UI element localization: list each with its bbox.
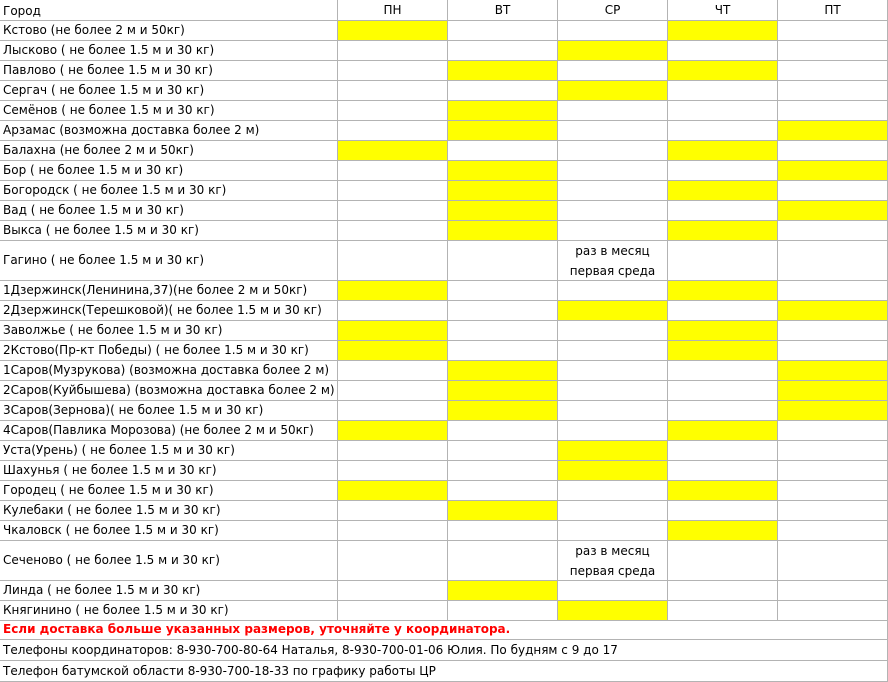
city-cell: 2Дзержинск(Терешковой)( не более 1.5 м и 30 кг) (0, 301, 338, 321)
table-row (0, 121, 888, 141)
day-cell-wed (558, 61, 668, 81)
day-cell-mon (338, 501, 448, 521)
day-cell-wed (558, 321, 668, 341)
city-cell: 1Дзержинск(Ленинина,37)(не более 2 м и 50кг) (0, 281, 338, 301)
day-cell-fri (778, 161, 888, 181)
city-cell: Гагино ( не более 1.5 м и 30 кг) (0, 241, 338, 281)
day-cell-wed (558, 181, 668, 201)
day-cell-wed (558, 81, 668, 101)
city-cell: 4Саров(Павлика Морозова) (не более 2 м и 50кг) (0, 421, 338, 441)
day-cell-thu (668, 61, 778, 81)
city-cell: Сеченово ( не более 1.5 м и 30 кг) (0, 541, 338, 581)
day-cell-wed (558, 161, 668, 181)
day-cell-fri (778, 221, 888, 241)
header-wed: СР (558, 0, 668, 21)
day-cell-wed (558, 21, 668, 41)
day-cell-tue (448, 301, 558, 321)
city-cell: Уста(Урень) ( не более 1.5 м и 30 кг) (0, 441, 338, 461)
table-row (0, 201, 888, 221)
day-cell-wed (558, 381, 668, 401)
day-cell-wed (558, 361, 668, 381)
table-row (0, 281, 888, 301)
day-cell-wed (558, 301, 668, 321)
day-cell-tue (448, 421, 558, 441)
day-cell-wed (558, 281, 668, 301)
day-cell-mon (338, 341, 448, 361)
city-cell: Шахунья ( не более 1.5 м и 30 кг) (0, 461, 338, 481)
day-cell-tue (448, 41, 558, 61)
day-cell-thu (668, 501, 778, 521)
day-cell-wed (558, 141, 668, 161)
day-cell-mon (338, 301, 448, 321)
city-cell: Семёнов ( не более 1.5 м и 30 кг) (0, 101, 338, 121)
footer-warning-row (0, 620, 888, 640)
day-cell-tue (448, 241, 558, 281)
day-cell-thu (668, 401, 778, 421)
header-mon: ПН (338, 0, 448, 21)
day-cell-tue (448, 141, 558, 161)
day-cell-tue (448, 201, 558, 221)
table-row (0, 221, 888, 241)
day-cell-tue (448, 601, 558, 621)
schedule-note: раз в месяц первая среда (569, 243, 656, 278)
day-cell-tue (448, 381, 558, 401)
day-cell-tue (448, 181, 558, 201)
day-cell-thu (668, 81, 778, 101)
day-cell-thu (668, 381, 778, 401)
day-cell-wed (558, 241, 668, 281)
city-cell: Богородск ( не более 1.5 м и 30 кг) (0, 181, 338, 201)
day-cell-thu (668, 521, 778, 541)
day-cell-tue (448, 341, 558, 361)
day-cell-fri (778, 241, 888, 281)
day-cell-tue (448, 281, 558, 301)
table-row (0, 461, 888, 481)
day-cell-thu (668, 341, 778, 361)
day-cell-thu (668, 221, 778, 241)
city-cell: Княгинино ( не более 1.5 м и 30 кг) (0, 601, 338, 621)
city-cell: Чкаловск ( не более 1.5 м и 30 кг) (0, 521, 338, 541)
day-cell-thu (668, 481, 778, 501)
schedule-note: раз в месяц первая среда (569, 543, 656, 578)
day-cell-fri (778, 421, 888, 441)
day-cell-mon (338, 201, 448, 221)
table-row (0, 581, 888, 601)
city-cell: Лысково ( не более 1.5 м и 30 кг) (0, 41, 338, 61)
day-cell-wed (558, 221, 668, 241)
city-cell: Балахна (не более 2 м и 50кг) (0, 141, 338, 161)
table-row (0, 241, 888, 281)
day-cell-mon (338, 321, 448, 341)
table-row (0, 601, 888, 621)
day-cell-tue (448, 501, 558, 521)
day-cell-fri (778, 501, 888, 521)
day-cell-thu (668, 461, 778, 481)
day-cell-mon (338, 481, 448, 501)
day-cell-tue (448, 321, 558, 341)
day-cell-wed (558, 421, 668, 441)
day-cell-thu (668, 601, 778, 621)
day-cell-tue (448, 581, 558, 601)
day-cell-thu (668, 21, 778, 41)
day-cell-thu (668, 101, 778, 121)
day-cell-mon (338, 401, 448, 421)
day-cell-thu (668, 321, 778, 341)
day-cell-wed (558, 341, 668, 361)
day-cell-wed (558, 41, 668, 61)
city-cell: Городец ( не более 1.5 м и 30 кг) (0, 481, 338, 501)
day-cell-wed (558, 401, 668, 421)
day-cell-tue (448, 481, 558, 501)
city-cell: 2Кстово(Пр-кт Победы) ( не более 1.5 м и 30 кг) (0, 341, 338, 361)
city-cell: Кстово (не более 2 м и 50кг) (0, 21, 338, 41)
day-cell-wed (558, 601, 668, 621)
day-cell-thu (668, 201, 778, 221)
day-cell-mon (338, 21, 448, 41)
table-row (0, 101, 888, 121)
day-cell-fri (778, 321, 888, 341)
day-cell-fri (778, 61, 888, 81)
table-row (0, 441, 888, 461)
day-cell-mon (338, 181, 448, 201)
day-cell-mon (338, 61, 448, 81)
day-cell-fri (778, 361, 888, 381)
day-cell-wed (558, 501, 668, 521)
day-cell-tue (448, 361, 558, 381)
day-cell-thu (668, 581, 778, 601)
day-cell-mon (338, 161, 448, 181)
day-cell-mon (338, 221, 448, 241)
city-cell: Линда ( не более 1.5 м и 30 кг) (0, 581, 338, 601)
day-cell-fri (778, 601, 888, 621)
day-cell-fri (778, 41, 888, 61)
city-cell: Выкса ( не более 1.5 м и 30 кг) (0, 221, 338, 241)
day-cell-fri (778, 301, 888, 321)
day-cell-tue (448, 461, 558, 481)
day-cell-tue (448, 541, 558, 581)
day-cell-fri (778, 281, 888, 301)
day-cell-mon (338, 521, 448, 541)
day-cell-fri (778, 121, 888, 141)
day-cell-wed (558, 101, 668, 121)
city-cell: 3Саров(Зернова)( не более 1.5 м и 30 кг) (0, 401, 338, 421)
header-tue: ВТ (448, 0, 558, 21)
city-cell: Сергач ( не более 1.5 м и 30 кг) (0, 81, 338, 101)
table-row (0, 321, 888, 341)
city-cell: Арзамас (возможна доставка более 2 м) (0, 121, 338, 141)
table-row (0, 361, 888, 381)
day-cell-thu (668, 441, 778, 461)
day-cell-mon (338, 361, 448, 381)
day-cell-mon (338, 461, 448, 481)
day-cell-mon (338, 541, 448, 581)
day-cell-mon (338, 121, 448, 141)
day-cell-thu (668, 161, 778, 181)
day-cell-tue (448, 121, 558, 141)
table-row (0, 481, 888, 501)
day-cell-fri (778, 581, 888, 601)
footer-batumi: Телефон батумской области 8-930-700-18-33 по графику работы ЦР (0, 661, 888, 682)
day-cell-fri (778, 401, 888, 421)
day-cell-fri (778, 201, 888, 221)
table-row (0, 141, 888, 161)
footer-phones-row (0, 640, 888, 661)
city-cell: Заволжье ( не более 1.5 м и 30 кг) (0, 321, 338, 341)
day-cell-tue (448, 161, 558, 181)
city-cell: 2Саров(Куйбышева) (возможна доставка более 2 м) (0, 381, 338, 401)
day-cell-mon (338, 281, 448, 301)
day-cell-mon (338, 381, 448, 401)
day-cell-mon (338, 141, 448, 161)
day-cell-tue (448, 221, 558, 241)
day-cell-wed (558, 121, 668, 141)
table-row (0, 541, 888, 581)
day-cell-wed (558, 541, 668, 581)
day-cell-thu (668, 41, 778, 61)
day-cell-tue (448, 61, 558, 81)
day-cell-mon (338, 81, 448, 101)
day-cell-thu (668, 181, 778, 201)
day-cell-mon (338, 441, 448, 461)
day-cell-fri (778, 521, 888, 541)
city-cell: Бор ( не более 1.5 м и 30 кг) (0, 161, 338, 181)
table-row (0, 381, 888, 401)
day-cell-wed (558, 581, 668, 601)
day-cell-thu (668, 361, 778, 381)
day-cell-mon (338, 421, 448, 441)
day-cell-mon (338, 101, 448, 121)
city-cell: Кулебаки ( не более 1.5 м и 30 кг) (0, 501, 338, 521)
day-cell-fri (778, 101, 888, 121)
day-cell-mon (338, 601, 448, 621)
city-cell: Вад ( не более 1.5 м и 30 кг) (0, 201, 338, 221)
table-row (0, 501, 888, 521)
header-row (0, 0, 888, 21)
table-row (0, 181, 888, 201)
table-row (0, 41, 888, 61)
day-cell-fri (778, 81, 888, 101)
table-row (0, 61, 888, 81)
header-fri: ПТ (778, 0, 888, 21)
day-cell-mon (338, 581, 448, 601)
footer-batumi-row (0, 661, 888, 682)
table-row (0, 401, 888, 421)
table-row (0, 161, 888, 181)
day-cell-tue (448, 521, 558, 541)
header-city: Город (0, 0, 338, 21)
day-cell-thu (668, 421, 778, 441)
day-cell-wed (558, 441, 668, 461)
table-row (0, 301, 888, 321)
table-row (0, 21, 888, 41)
table-row (0, 81, 888, 101)
day-cell-tue (448, 441, 558, 461)
table-row (0, 341, 888, 361)
day-cell-fri (778, 381, 888, 401)
day-cell-tue (448, 401, 558, 421)
day-cell-tue (448, 81, 558, 101)
footer-phones: Телефоны координаторов: 8-930-700-80-64 Наталья, 8-930-700-01-06 Юлия. По будням с 9 до 17 (0, 640, 888, 661)
day-cell-fri (778, 181, 888, 201)
day-cell-thu (668, 301, 778, 321)
day-cell-thu (668, 121, 778, 141)
day-cell-fri (778, 481, 888, 501)
day-cell-wed (558, 201, 668, 221)
table-row (0, 421, 888, 441)
day-cell-wed (558, 461, 668, 481)
day-cell-fri (778, 541, 888, 581)
day-cell-fri (778, 441, 888, 461)
day-cell-thu (668, 541, 778, 581)
day-cell-thu (668, 281, 778, 301)
day-cell-mon (338, 241, 448, 281)
day-cell-fri (778, 341, 888, 361)
header-thu: ЧТ (668, 0, 778, 21)
day-cell-fri (778, 21, 888, 41)
footer-warning: Если доставка больше указанных размеров, уточняйте у координатора. (0, 620, 888, 640)
city-cell: 1Саров(Музрукова) (возможна доставка более 2 м) (0, 361, 338, 381)
day-cell-tue (448, 101, 558, 121)
day-cell-thu (668, 141, 778, 161)
day-cell-fri (778, 141, 888, 161)
day-cell-wed (558, 521, 668, 541)
city-cell: Павлово ( не более 1.5 м и 30 кг) (0, 61, 338, 81)
day-cell-thu (668, 241, 778, 281)
day-cell-mon (338, 41, 448, 61)
day-cell-fri (778, 461, 888, 481)
day-cell-tue (448, 21, 558, 41)
table-row (0, 521, 888, 541)
day-cell-wed (558, 481, 668, 501)
